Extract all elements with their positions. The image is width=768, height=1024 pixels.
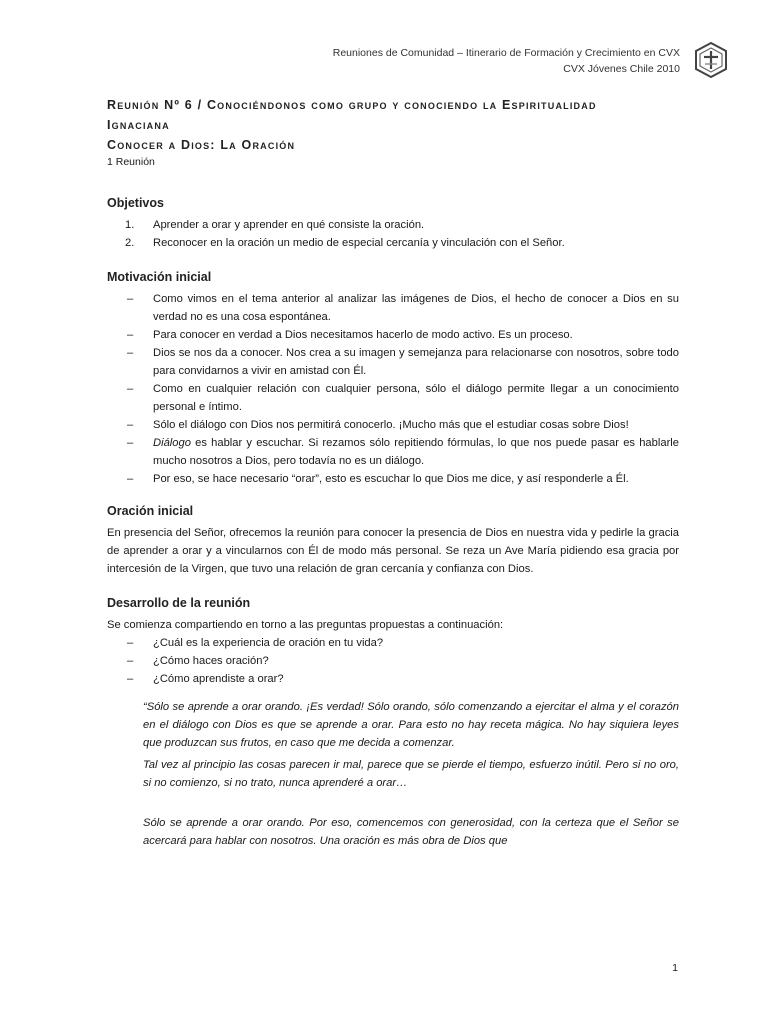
motivacion-list [107, 290, 679, 488]
objetivos-list [107, 216, 679, 252]
header-line-1: Reuniones de Comunidad – Itinerario de Formación y Crecimiento en CVX [332, 47, 680, 59]
desarrollo-heading: Desarrollo de la reunión [107, 596, 251, 610]
dash-bullet: – [127, 347, 134, 359]
questions-list [107, 634, 679, 688]
list-item [107, 634, 679, 652]
quote-paragraph: Sólo se aprende a orar orando. Por eso, comencemos con generosidad, con la certeza que el Señor se acercará para hablar con nosotros. Una oración es más obra de Dios que [143, 817, 679, 847]
oracion-paragraph: En presencia del Señor, ofrecemos la reunión para conocer la presencia de Dios en nuestra vida y pedirle la gracia de aprender a orar y a vincularnos con Él de modo más personal. Se reza un Ave María pidiendo esa gracia por intercesión de la Virgen, que tuvo una relación de gran cercanía y confianza con Dios. [107, 527, 679, 575]
italic-term: Diálogo [153, 437, 191, 449]
dash-bullet: – [127, 673, 134, 685]
question-text: ¿Cómo haces oración? [153, 655, 269, 667]
item-number: 1. [125, 219, 135, 231]
desarrollo-intro: Se comienza compartiendo en torno a las preguntas propuestas a continuación: [107, 619, 504, 631]
meeting-count: 1 Reunión [107, 156, 155, 168]
list-item [107, 380, 679, 416]
item-text: Como en cualquier relación con cualquier persona, sólo el diálogo permite llegar a un conocimiento personal e íntimo. [153, 383, 679, 413]
motivacion-heading: Motivación inicial [107, 270, 212, 284]
dash-bullet: – [127, 655, 134, 667]
cvx-logo-icon [694, 42, 728, 78]
page-title [107, 95, 679, 135]
quote-paragraph: Tal vez al principio las cosas parecen ir mal, parece que se pierde el tiempo, esfuerzo inútil. Pero si no oro, si no comienzo, si no trato, nunca aprenderé a orar… [143, 759, 679, 789]
list-item [107, 434, 679, 470]
item-text: Dios se nos da a conocer. Nos crea a su imagen y semejanza para relacionarse con nosotros, sobre todo para convidarnos a vivir en amistad con Él. [153, 347, 679, 377]
item-text: es hablar y escuchar. Si rezamos sólo repitiendo fórmulas, lo que nos puede pasar es hablarle mucho nosotros a Dios, pero todavía no es un diálogo. [153, 437, 679, 467]
main-content [107, 95, 679, 854]
list-item [107, 470, 679, 488]
dash-bullet: – [127, 329, 134, 341]
item-text: Para conocer en verdad a Dios necesitamos hacerlo de modo activo. Es un proceso. [153, 329, 573, 341]
item-text: Aprender a orar y aprender en qué consiste la oración. [153, 219, 425, 231]
item-text: Reconocer en la oración un medio de especial cercanía y vinculación con el Señor. [153, 237, 565, 249]
list-item [107, 416, 679, 434]
page-subtitle: Conocer a Dios: La Oración [107, 138, 296, 152]
list-item [107, 670, 679, 688]
header-line-2: CVX Jóvenes Chile 2010 [563, 63, 680, 75]
item-text: Como vimos en el tema anterior al analizar las imágenes de Dios, el hecho de conocer a Dios en su verdad no es una cosa espontánea. [153, 293, 679, 323]
dash-bullet: – [127, 293, 134, 305]
list-item [107, 326, 679, 344]
running-header [333, 45, 680, 77]
objetivos-heading: Objetivos [107, 196, 164, 210]
dash-bullet: – [127, 473, 134, 485]
list-item [107, 652, 679, 670]
item-text: Por eso, se hace necesario “orar”, esto es escuchar lo que Dios me dice, y así responderle a Él. [153, 473, 629, 485]
list-item [107, 290, 679, 326]
question-text: ¿Cómo aprendiste a orar? [153, 673, 284, 685]
dash-bullet: – [127, 419, 134, 431]
dash-bullet: – [127, 637, 134, 649]
quote-block [143, 698, 679, 850]
title-line-1: Reunión Nº 6 / Conociéndonos como grupo y conociendo la Espiritualidad [107, 98, 597, 112]
title-line-2: Ignaciana [107, 118, 170, 132]
list-item [107, 216, 679, 234]
item-text: Sólo el diálogo con Dios nos permitirá conocerlo. ¡Mucho más que el estudiar cosas sobre Dios! [153, 419, 629, 431]
oracion-heading: Oración inicial [107, 504, 194, 518]
dash-bullet: – [127, 437, 134, 449]
question-text: ¿Cuál es la experiencia de oración en tu vida? [153, 637, 384, 649]
dash-bullet: – [127, 383, 134, 395]
list-item [107, 344, 679, 380]
page-number: 1 [672, 962, 678, 974]
quote-paragraph: “Sólo se aprende a orar orando. ¡Es verdad! Sólo orando, sólo comenzando a ejercitar el alma y el corazón en el diálogo con Dios es que se aprende a orar. Para esto no hay receta mágica. No hay siquiera leyes que produzcan sus frutos, en caso que me decida a comenzar. [143, 701, 679, 749]
list-item [107, 234, 679, 252]
item-number: 2. [125, 237, 135, 249]
